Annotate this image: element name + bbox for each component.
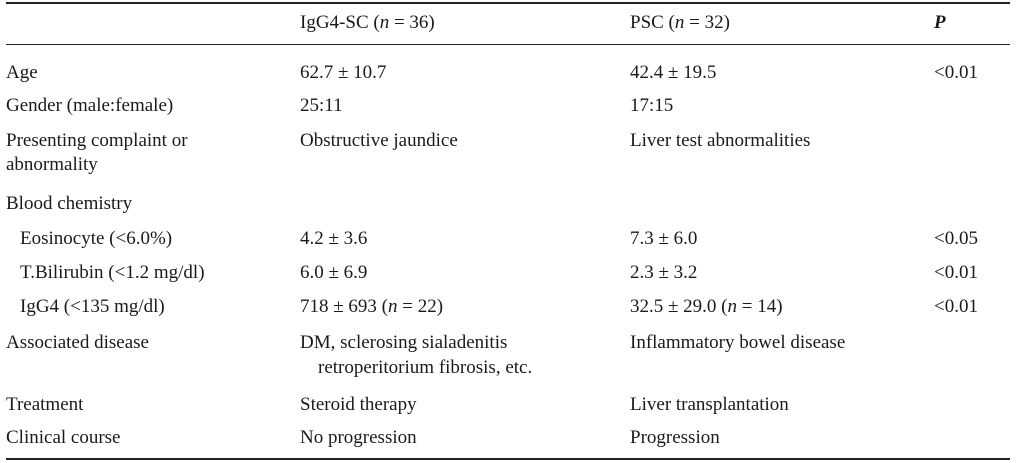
cell-age-p: <0.01	[934, 62, 978, 83]
cell-treatment-psc: Liver transplantation	[630, 394, 789, 415]
cell-course-igg4: No progression	[300, 427, 417, 448]
cell-complaint-igg4: Obstructive jaundice	[300, 130, 458, 151]
cell-eosinocyte-igg4: 4.2 ± 3.6	[300, 228, 368, 249]
row-label-complaint: Presenting complaint or	[6, 130, 188, 151]
cell-bilirubin-p: <0.01	[934, 262, 978, 283]
cell-gender-psc: 17:15	[630, 95, 674, 116]
cell-igg4-igg4: 718 ± 693 (n = 22)	[300, 296, 444, 317]
cell-bilirubin-psc: 2.3 ± 3.2	[630, 262, 698, 283]
table-top-rule	[6, 2, 1010, 4]
row-label-clinical-course: Clinical course	[6, 427, 121, 448]
row-label-bilirubin: T.Bilirubin (<1.2 mg/dl)	[20, 262, 205, 283]
row-label-associated-disease: Associated disease	[6, 332, 149, 353]
cell-eosinocyte-psc: 7.3 ± 6.0	[630, 228, 698, 249]
cell-treatment-igg4: Steroid therapy	[300, 394, 417, 415]
header-psc: PSC (n = 32)	[630, 12, 730, 33]
cell-associated-igg4: DM, sclerosing sialadenitis	[300, 332, 508, 353]
cell-course-psc: Progression	[630, 427, 720, 448]
cell-eosinocyte-p: <0.05	[934, 228, 978, 249]
cell-gender-igg4: 25:11	[300, 95, 343, 116]
row-label-treatment: Treatment	[6, 394, 84, 415]
cell-complaint-psc: Liver test abnormalities	[630, 130, 811, 151]
cell-igg4-p: <0.01	[934, 296, 978, 317]
cell-bilirubin-igg4: 6.0 ± 6.9	[300, 262, 368, 283]
row-label-gender: Gender (male:female)	[6, 95, 174, 116]
row-label-age: Age	[6, 62, 38, 83]
row-label-eosinocyte: Eosinocyte (<6.0%)	[20, 228, 173, 249]
table-header-rule	[6, 44, 1010, 45]
cell-igg4-psc: 32.5 ± 29.0 (n = 14)	[630, 296, 783, 317]
row-label-igg4: IgG4 (<135 mg/dl)	[20, 296, 165, 317]
cell-associated-igg4-line2: retroperitorium fibrosis, etc.	[318, 357, 533, 378]
comparison-table	[6, 0, 1010, 463]
header-p-value: P	[934, 12, 946, 33]
row-label-complaint-line2: abnormality	[6, 154, 98, 175]
row-label-blood-chemistry: Blood chemistry	[6, 193, 133, 214]
cell-associated-psc: Inflammatory bowel disease	[630, 332, 846, 353]
cell-age-igg4: 62.7 ± 10.7	[300, 62, 387, 83]
table-bottom-rule	[6, 458, 1010, 460]
header-igg4-sc: IgG4-SC (n = 36)	[300, 12, 435, 33]
cell-age-psc: 42.4 ± 19.5	[630, 62, 717, 83]
